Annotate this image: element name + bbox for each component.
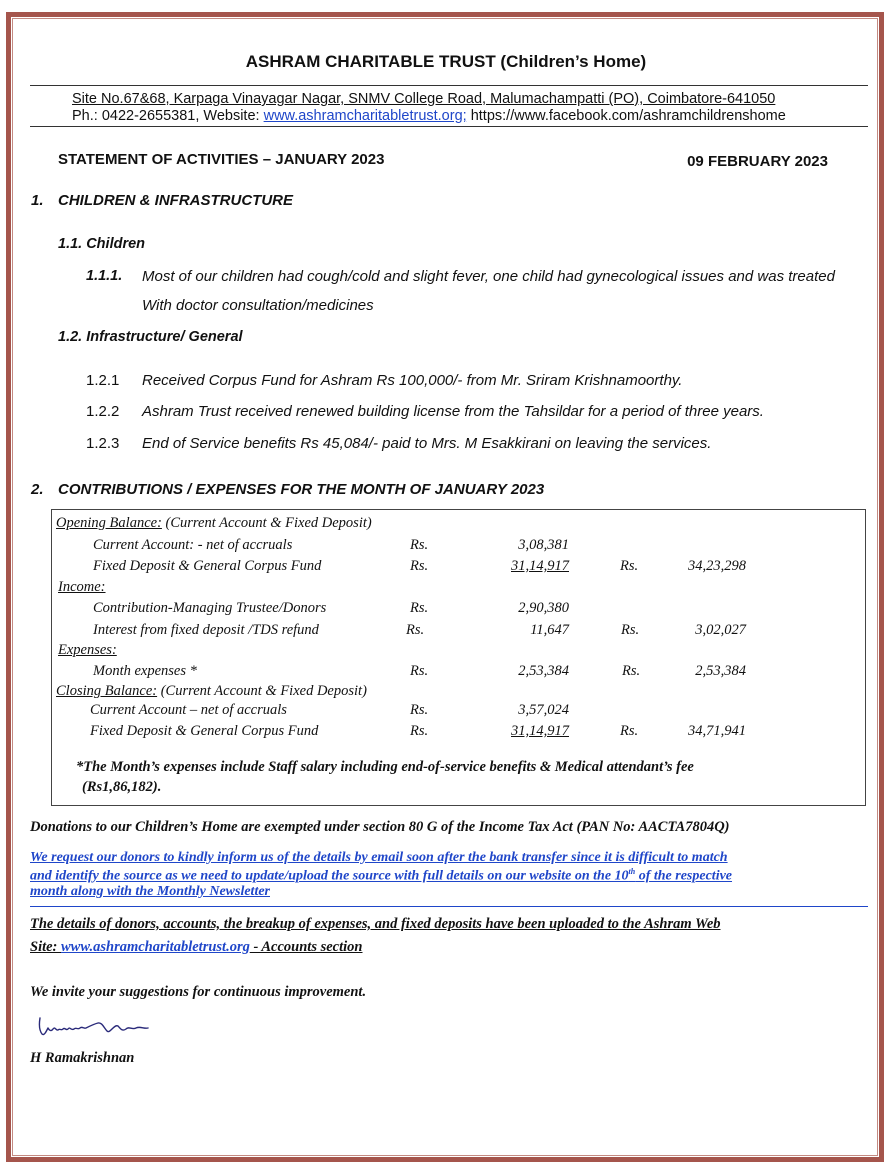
item-1-2-1-number: 1.2.1: [86, 372, 120, 389]
income-interest-label: Interest from fixed deposit /TDS refund: [93, 622, 319, 638]
opening-total-rs: Rs.: [620, 558, 639, 574]
item-1-1-1-line1: Most of our children had cough/cold and slight fever, one child had gynecological issues and was treated: [142, 268, 835, 285]
closing-current-label: Current Account – net of accruals: [90, 702, 287, 718]
header-rule-top: [30, 85, 868, 86]
header-rule-bottom: [30, 126, 868, 127]
opening-current-amount: 3,08,381: [518, 537, 569, 553]
donor-request-line3: month along with the Monthly Newsletter: [30, 884, 270, 899]
item-1-2-1-text: Received Corpus Fund for Ashram Rs 100,000/- from Mr. Sriram Krishnamoorthy.: [142, 372, 683, 389]
income-interest-rs: Rs.: [406, 622, 425, 638]
income-contribution-rs: Rs.: [410, 600, 429, 616]
expenses-month-label: Month expenses *: [93, 663, 197, 679]
opening-fd-rs: Rs.: [410, 558, 429, 574]
subsection-children-title: 1.1. Children: [58, 236, 146, 252]
opening-current-rs: Rs.: [410, 537, 429, 553]
section-2-title: CONTRIBUTIONS / EXPENSES FOR THE MONTH OF JANUARY 2023: [58, 481, 545, 498]
website-link[interactable]: www.ashramcharitabletrust.org;: [263, 108, 467, 124]
item-1-1-1-line2: With doctor consultation/medicines: [142, 297, 374, 314]
details-line2: [30, 939, 363, 956]
income-interest-amount: 11,647: [530, 622, 569, 638]
opening-balance-label: Opening Balance:: [56, 515, 162, 531]
signature-image: [34, 1010, 184, 1040]
details-line1: The details of donors, accounts, the breakup of expenses, and fixed deposits have been uploaded to the Ashram Web: [30, 916, 721, 932]
item-1-2-3-text: End of Service benefits Rs 45,084/- paid to Mrs. M Esakkirani on leaving the services.: [142, 435, 712, 452]
signatory-name: H Ramakrishnan: [30, 1050, 135, 1066]
tax-exemption-text: Donations to our Children’s Home are exempted under section 80 G of the Income Tax Act (PAN No: AACTA7804Q): [30, 819, 730, 835]
closing-total-amount: 34,71,941: [688, 723, 746, 739]
subsection-infrastructure-title: 1.2. Infrastructure/ General: [58, 329, 243, 345]
expenses-month-amount: 2,53,384: [518, 663, 569, 679]
closing-current-rs: Rs.: [410, 702, 429, 718]
details-site-suffix: - Accounts section: [249, 939, 363, 955]
opening-fd-amount: 31,14,917: [511, 558, 569, 574]
item-1-2-2-text: Ashram Trust received renewed building license from the Tahsildar for a period of three years.: [142, 403, 764, 420]
opening-balance-note: (Current Account & Fixed Deposit): [161, 515, 372, 531]
item-1-1-1-number: 1.1.1.: [86, 268, 123, 284]
section-1-number: 1.: [31, 192, 44, 209]
donor-request-line2: [30, 867, 732, 885]
details-site-label: Site:: [30, 939, 62, 955]
donor-request-line2-end: of the respective: [635, 868, 733, 884]
opening-current-label: Current Account: - net of accruals: [93, 537, 293, 553]
expense-note-line2: (Rs1,86,182).: [82, 779, 162, 795]
invite-text: We invite your suggestions for continuous improvement.: [30, 984, 367, 1000]
statement-date: 09 FEBRUARY 2023: [687, 153, 828, 170]
trust-address: Site No.67&68, Karpaga Vinayagar Nagar, SNMV College Road, Malumachampatti (PO), Coimbatore-641050: [72, 91, 776, 107]
trust-contact: [72, 108, 786, 124]
expenses-month-rs: Rs.: [410, 663, 429, 679]
closing-fd-rs: Rs.: [410, 723, 429, 739]
expenses-total-rs: Rs.: [622, 663, 641, 679]
expenses-total-amount: 2,53,384: [695, 663, 746, 679]
income-contribution-label: Contribution-Managing Trustee/Donors: [93, 600, 327, 616]
closing-balance-heading: [56, 683, 367, 700]
income-label: Income:: [58, 579, 106, 595]
closing-fd-amount: 31,14,917: [511, 723, 569, 739]
closing-total-rs: Rs.: [620, 723, 639, 739]
facebook-link[interactable]: https://www.facebook.com/ashramchildrenshome: [466, 108, 786, 124]
request-underline-rule: [30, 906, 868, 907]
closing-balance-label: Closing Balance:: [56, 683, 158, 699]
donor-request-line2-text: and identify the source as we need to update/upload the source with full details on our website on the 10: [30, 868, 629, 884]
closing-fd-label: Fixed Deposit & General Corpus Fund: [90, 723, 319, 739]
opening-fd-label: Fixed Deposit & General Corpus Fund: [93, 558, 322, 574]
item-1-2-3-number: 1.2.3: [86, 435, 120, 452]
donor-request-line1: We request our donors to kindly inform us of the details by email soon after the bank transfer since it is difficult to match: [30, 850, 728, 865]
statement-title: STATEMENT OF ACTIVITIES – JANUARY 2023: [58, 151, 385, 168]
closing-current-amount: 3,57,024: [518, 702, 569, 718]
closing-balance-note: (Current Account & Fixed Deposit): [157, 683, 367, 699]
income-contribution-amount: 2,90,380: [518, 600, 569, 616]
opening-balance-heading: [56, 515, 372, 532]
details-site-link[interactable]: www.ashramcharitabletrust.org: [61, 939, 250, 955]
expenses-label: Expenses:: [58, 642, 117, 658]
phone-text: Ph.: 0422-2655381, Website:: [72, 108, 264, 124]
income-total-rs: Rs.: [621, 622, 640, 638]
trust-title: ASHRAM CHARITABLE TRUST (Children’s Home): [245, 52, 647, 71]
donor-request-superscript: th: [628, 867, 636, 876]
section-1-title: CHILDREN & INFRASTRUCTURE: [58, 192, 293, 209]
expense-note-line1: *The Month’s expenses include Staff salary including end-of-service benefits & Medical attendant’s fee: [76, 759, 694, 775]
item-1-2-2-number: 1.2.2: [86, 403, 120, 420]
opening-total-amount: 34,23,298: [688, 558, 746, 574]
income-total-amount: 3,02,027: [695, 622, 746, 638]
section-2-number: 2.: [31, 481, 44, 498]
